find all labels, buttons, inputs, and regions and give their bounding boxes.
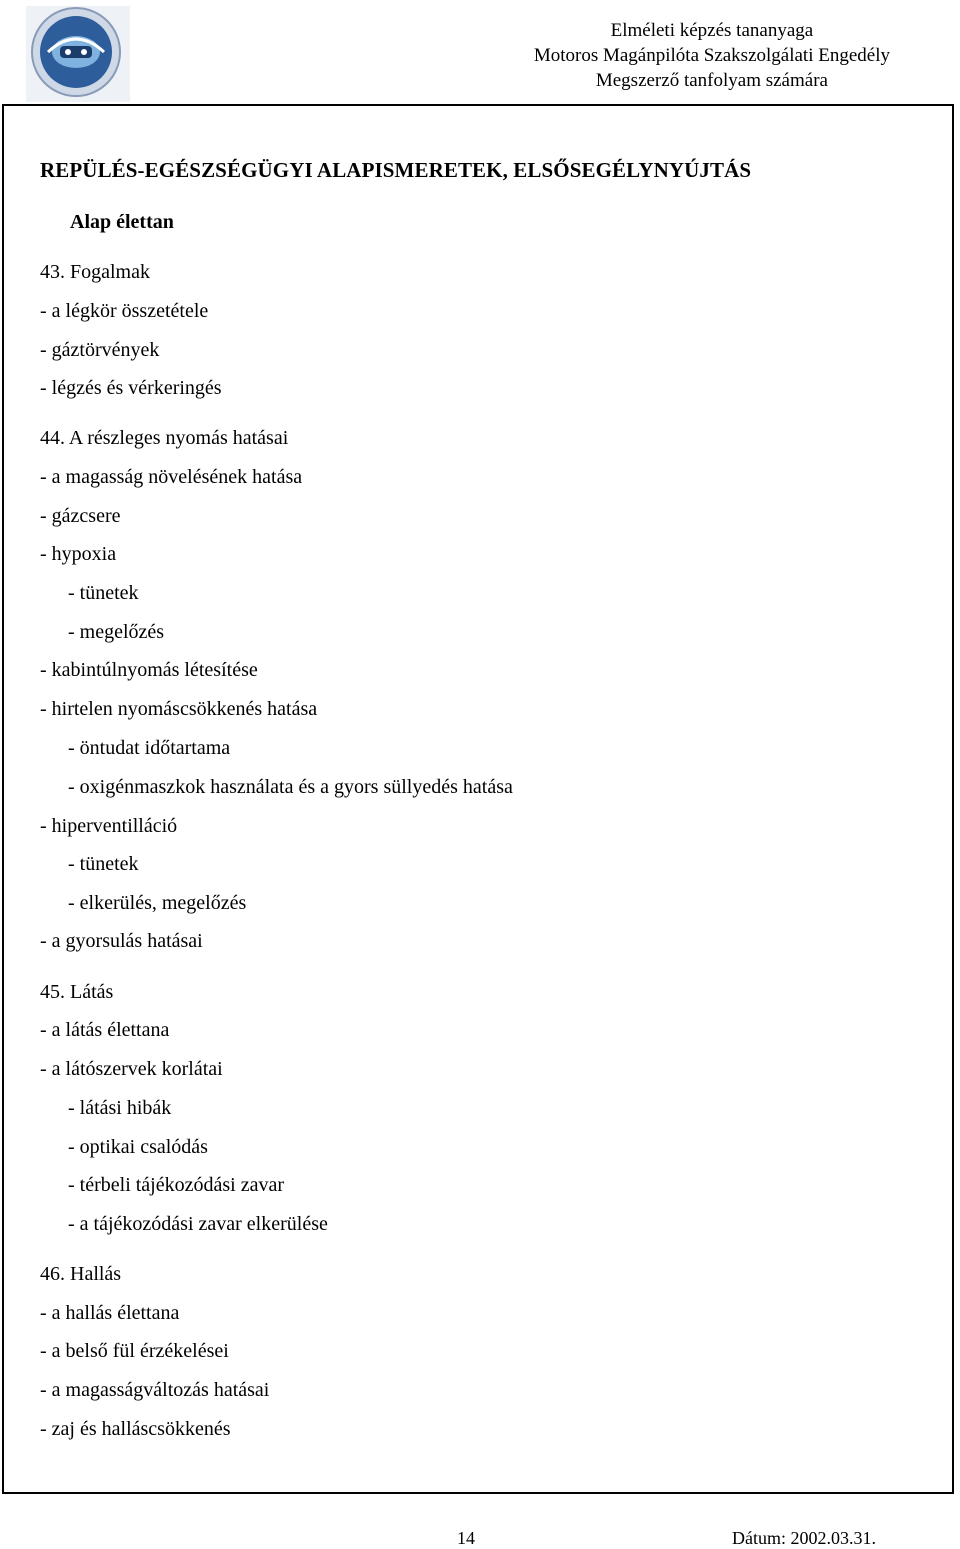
list-item: - a látószervek korlátai	[40, 1058, 223, 1080]
sub-list-item: - térbeli tájékozódási zavar	[68, 1174, 284, 1196]
sub-list-item: - tünetek	[68, 582, 139, 604]
list-item: - kabintúlnyomás létesítése	[40, 659, 258, 681]
list-item: - a magasságváltozás hatásai	[40, 1379, 270, 1401]
sub-list-item: - optikai csalódás	[68, 1136, 208, 1158]
header-line-1: Elméleti képzés tananyaga	[610, 20, 814, 41]
list-item: - a magasság növelésének hatása	[40, 466, 303, 488]
sub-list-item: - oxigénmaszkok használata és a gyors süllyedés hatása	[68, 776, 513, 798]
section-subtitle: Alap élettan	[70, 211, 174, 233]
list-item: - gáztörvények	[40, 339, 160, 361]
list-item: - hiperventilláció	[40, 815, 178, 837]
list-item: - hirtelen nyomáscsökkenés hatása	[40, 698, 318, 720]
sub-list-item: - elkerülés, megelőzés	[68, 892, 247, 914]
header-line-2: Motoros Magánpilóta Szakszolgálati Engedély	[533, 45, 890, 66]
sub-list-item: - látási hibák	[68, 1097, 172, 1119]
topic-heading: 45. Látás	[40, 981, 114, 1003]
list-item: - a belső fül érzékelései	[40, 1340, 229, 1362]
topic-heading: 43. Fogalmak	[40, 261, 150, 283]
topic-heading: 46. Hallás	[40, 1263, 122, 1285]
sub-list-item: - tünetek	[68, 853, 139, 875]
list-item: - gázcsere	[40, 505, 121, 527]
list-item: - zaj és halláscsökkenés	[40, 1418, 231, 1440]
school-logo-icon	[26, 6, 130, 102]
sub-list-item: - öntudat időtartama	[68, 737, 231, 759]
list-item: - a látás élettana	[40, 1019, 170, 1041]
sub-list-item: - megelőzés	[68, 621, 165, 643]
page-header	[0, 0, 960, 104]
header-line-3: Megszerző tanfolyam számára	[595, 70, 828, 91]
list-item: - a hallás élettana	[40, 1302, 180, 1324]
list-item: - a légkör összetétele	[40, 300, 209, 322]
list-item: - a gyorsulás hatásai	[40, 930, 203, 952]
list-item: - légzés és vérkeringés	[40, 377, 222, 399]
list-item: - hypoxia	[40, 543, 117, 565]
document-date: Dátum: 2002.03.31.	[732, 1528, 876, 1548]
sub-list-item: - a tájékozódási zavar elkerülése	[68, 1213, 328, 1235]
topic-heading: 44. A részleges nyomás hatásai	[40, 427, 289, 449]
document-title: REPÜLÉS-EGÉSZSÉGÜGYI ALAPISMERETEK, ELSŐSEGÉLYNYÚJTÁS	[40, 158, 752, 182]
course-header-text	[534, 18, 890, 93]
page-number: 14	[457, 1528, 475, 1548]
